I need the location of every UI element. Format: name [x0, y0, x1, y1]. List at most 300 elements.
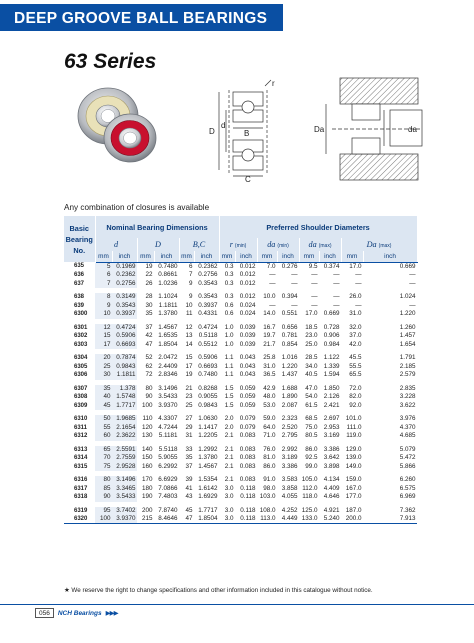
table-cell: 0.7480: [158, 262, 178, 270]
table-cell: 1.5: [224, 384, 234, 392]
table-cell: 30: [95, 371, 112, 380]
table-cell: 3.1496: [158, 384, 178, 392]
unit-mm: mm: [299, 251, 319, 262]
table-cell: 2.185: [399, 362, 416, 370]
table-cell: 37: [185, 462, 193, 470]
table-cell: 3.583: [281, 476, 298, 483]
table-cell: 1.5: [224, 393, 234, 400]
table-cell: 4.685: [399, 432, 416, 439]
table-cell: 3.642: [323, 454, 340, 461]
bearing-number: 6307: [74, 385, 88, 392]
shoulder-diameter-diagram: [312, 74, 424, 184]
table-cell: 0.4331: [198, 310, 218, 317]
table-cell: 7: [95, 280, 112, 289]
table-cell: 23: [185, 393, 193, 400]
table-cell: 32.0: [349, 323, 362, 331]
table-cell: 4.921: [323, 506, 340, 514]
table-cell: 30: [145, 301, 153, 309]
table-cell: 0.3: [224, 262, 234, 270]
bearing-number: 6317: [74, 485, 88, 492]
table-cell: 0.551: [281, 310, 298, 317]
table-cell: 1.6535: [158, 332, 178, 339]
table-cell: 159.0: [345, 476, 362, 483]
table-cell: 5.1181: [158, 432, 178, 439]
table-cell: 2.992: [281, 445, 298, 453]
table-cell: 4.409: [323, 484, 340, 492]
table-cell: 1.8504: [198, 515, 218, 522]
table-cell: 1.1: [224, 354, 234, 361]
bearing-number: 6314: [74, 455, 88, 461]
table-row: [64, 454, 417, 463]
table-cell: 112.0: [302, 484, 318, 492]
table-cell: 0.118: [240, 484, 256, 492]
table-cell: 0.984: [323, 340, 340, 348]
bearing-number: 6301: [74, 324, 88, 331]
table-cell: 4.646: [323, 493, 340, 500]
table-cell: 1.3780: [198, 454, 218, 461]
table-cell: 0.4724: [112, 324, 137, 333]
table-cell: 50: [95, 415, 112, 424]
table-cell: 139.0: [345, 454, 362, 461]
table-cell: 3.0: [224, 493, 234, 500]
table-cell: 4.449: [281, 515, 298, 522]
table-cell: 9: [95, 302, 112, 311]
table-cell: 2.520: [281, 423, 298, 431]
table-cell: 33: [185, 445, 193, 453]
bearing-number: 6300: [74, 311, 88, 317]
table-cell: 0.039: [239, 323, 256, 331]
table-cell: 0.7480: [198, 371, 218, 378]
table-cell: 8: [95, 293, 112, 302]
table-cell: 1.437: [281, 371, 298, 378]
table-cell: 23.0: [305, 332, 318, 339]
table-cell: 1.4567: [198, 462, 218, 470]
table-cell: 19: [185, 371, 193, 378]
table-cell: 0.043: [239, 354, 256, 361]
table-cell: 1.4567: [158, 323, 178, 331]
table-cell: 15: [95, 332, 112, 341]
table-row: [64, 485, 417, 494]
table-cell: 47: [185, 515, 193, 522]
col-Da-header: Da (max): [341, 238, 417, 251]
unit-inch: inch: [319, 251, 341, 262]
table-row: [64, 363, 417, 372]
table-row: [64, 262, 417, 271]
table-cell: 1.6142: [198, 484, 218, 492]
table-cell: 1.339: [323, 362, 340, 370]
table-cell: 2.1: [224, 432, 234, 439]
table-cell: 55.5: [349, 362, 362, 370]
table-cell: 1.0: [224, 340, 234, 348]
table-cell: 3.9370: [112, 515, 137, 524]
table-cell: 2.8346: [158, 371, 178, 378]
label-C: C: [245, 175, 251, 183]
table-cell: 55: [95, 424, 112, 433]
table-cell: 2.087: [281, 401, 298, 409]
table-cell: 28.5: [305, 354, 318, 361]
table-cell: 100: [95, 515, 112, 524]
table-cell: 200: [141, 506, 153, 514]
shoulder-diameters-header: Preferred Shoulder Diameters: [219, 216, 417, 238]
table-cell: —: [355, 279, 362, 287]
footnote: ★ We reserve the right to change specifications and other information included in this catalogue without notice.: [64, 587, 373, 594]
table-cell: 2.126: [323, 393, 340, 400]
col-da-min-header: da (min): [257, 238, 299, 251]
table-cell: 35: [185, 454, 193, 461]
table-cell: 0.656: [281, 323, 298, 331]
table-cell: 14: [185, 340, 193, 348]
table-cell: 29: [185, 423, 193, 431]
table-cell: 0.2756: [112, 280, 137, 289]
table-cell: 3.9370: [158, 401, 178, 409]
table-cell: 1.1811: [158, 301, 178, 309]
table-cell: 0.669: [323, 310, 340, 317]
table-cell: 65: [95, 446, 112, 455]
bearing-number: 6309: [74, 402, 88, 409]
table-cell: 5.079: [399, 445, 416, 453]
bearing-front: [104, 114, 156, 162]
bearing-number: 6311: [74, 424, 88, 431]
unit-inch: inch: [277, 251, 299, 262]
footer: [35, 607, 118, 619]
table-cell: 1.0: [224, 323, 234, 331]
col-da-max-header: da (max): [299, 238, 341, 251]
table-cell: 0.043: [239, 362, 256, 370]
table-cell: 82.0: [349, 393, 362, 400]
table-cell: 72.0: [349, 384, 362, 392]
table-cell: 48.0: [263, 393, 276, 400]
table-cell: 1.1811: [112, 371, 137, 380]
table-cell: 2.579: [399, 371, 416, 378]
table-row: [64, 493, 417, 502]
table-cell: 0.012: [239, 262, 256, 270]
table-cell: 25: [185, 401, 193, 409]
table-cell: 91.0: [263, 476, 276, 483]
table-cell: 2.835: [399, 384, 416, 392]
table-row: [64, 324, 417, 333]
table-cell: 108.0: [259, 506, 276, 514]
table-cell: 19: [145, 262, 153, 270]
table-row: [64, 446, 417, 455]
table-cell: 90: [95, 493, 112, 502]
unit-mm: mm: [219, 251, 235, 262]
table-cell: 6.260: [399, 476, 416, 483]
table-cell: 10: [185, 301, 193, 309]
bearing-cross-section-diagram: [205, 78, 297, 183]
table-row: [64, 332, 417, 341]
table-bottom-rule: [64, 523, 417, 524]
table-cell: 1.594: [323, 371, 340, 378]
unit-inch: inch: [363, 251, 417, 262]
table-cell: 14.0: [263, 310, 276, 317]
table-cell: 0.2756: [198, 271, 218, 278]
table-cell: 9.5: [308, 262, 318, 270]
table-cell: 7.4803: [158, 493, 178, 500]
table-cell: 215: [141, 515, 153, 522]
table-cell: 54.0: [305, 393, 318, 400]
bearing-number: 6312: [74, 433, 88, 439]
table-cell: 22: [145, 271, 153, 278]
table-cell: 150: [141, 454, 153, 461]
table-cell: 0.024: [239, 310, 256, 317]
table-cell: 4.3307: [158, 415, 178, 422]
table-cell: 3.386: [323, 445, 340, 453]
table-cell: 1.5748: [112, 393, 137, 402]
table-cell: 18.5: [305, 323, 318, 331]
bearing-number: 638: [74, 294, 85, 300]
table-cell: 45: [95, 402, 112, 411]
table-cell: 1.6929: [198, 493, 218, 500]
table-cell: 26.0: [349, 293, 362, 300]
table-cell: 0.5512: [198, 340, 218, 348]
table-cell: 1.378: [112, 385, 137, 394]
table-cell: 101.0: [345, 415, 362, 422]
bearing-number: 639: [74, 302, 85, 309]
col-BC-header: B,C: [179, 238, 219, 251]
table-cell: 0.2362: [112, 271, 137, 280]
table-cell: 15: [185, 354, 193, 361]
table-cell: 47.0: [305, 384, 318, 392]
table-cell: 10.0: [263, 293, 276, 300]
table-cell: 3.3465: [112, 485, 137, 494]
table-cell: 31: [185, 432, 193, 439]
bearing-photo: [64, 80, 174, 172]
table-cell: 2.1: [224, 462, 234, 470]
table-cell: 1.220: [281, 362, 298, 370]
table-cell: 7.8740: [158, 506, 178, 514]
table-cell: 81.0: [263, 454, 276, 461]
table-cell: 42: [145, 332, 153, 339]
table-cell: 149.0: [345, 462, 362, 470]
header-band: [0, 0, 474, 36]
bearing-number: 635: [74, 263, 85, 270]
table-cell: 0.059: [239, 384, 256, 392]
table-cell: 160: [141, 462, 153, 470]
table-cell: 0.118: [240, 515, 256, 522]
bearing-number: 6310: [74, 416, 88, 422]
table-cell: 1.791: [399, 354, 416, 361]
table-cell: 99.0: [305, 462, 318, 470]
table-cell: 0.9843: [112, 363, 137, 372]
table-cell: 3.1496: [112, 476, 137, 485]
col-D-header: D: [137, 238, 179, 251]
table-cell: 21.7: [263, 340, 276, 348]
table-cell: 47: [145, 340, 153, 348]
table-cell: 0.083: [239, 454, 256, 461]
table-cell: 0.374: [323, 262, 340, 270]
bearing-number: 6313: [74, 446, 88, 453]
table-cell: 86.0: [305, 445, 318, 453]
table-cell: 3.189: [281, 454, 298, 461]
table-cell: 4.7244: [158, 423, 178, 431]
table-cell: 45: [185, 506, 193, 514]
table-cell: 0.854: [281, 340, 298, 348]
bearing-number: 6306: [74, 372, 88, 378]
table-cell: 5.240: [323, 515, 340, 522]
bearing-number: 6318: [74, 494, 88, 500]
table-cell: 41: [185, 484, 193, 492]
table-cell: 75: [95, 463, 112, 472]
table-row: [64, 507, 417, 516]
table-cell: 3.5433: [158, 393, 178, 400]
table-cell: 0.079: [239, 423, 256, 431]
table-cell: 3.858: [281, 484, 298, 492]
bearing-number: 6308: [74, 394, 88, 400]
table-cell: 27: [185, 415, 193, 422]
table-cell: 71.0: [263, 432, 276, 439]
table-cell: 3.7402: [112, 507, 137, 516]
table-cell: 1.016: [281, 354, 298, 361]
page-number: 056: [35, 608, 54, 618]
table-cell: 0.781: [281, 332, 298, 339]
bearing-number: 6302: [74, 333, 88, 339]
dimensions-table-wrap: [64, 216, 417, 524]
table-cell: 1.1417: [198, 423, 218, 431]
table-cell: 0.3: [224, 279, 234, 287]
table-cell: 1.3780: [158, 310, 178, 317]
label-Da: Da: [314, 125, 325, 134]
table-cell: 4.252: [281, 506, 298, 514]
table-cell: —: [409, 301, 416, 309]
table-cell: 2.0: [224, 423, 234, 431]
unit-mm: mm: [95, 251, 112, 262]
unit-inch: inch: [194, 251, 219, 262]
table-cell: 0.5118: [198, 332, 218, 339]
table-cell: 187.0: [345, 506, 362, 514]
basic-label-3: No.: [73, 245, 86, 255]
table-cell: 118.0: [302, 493, 318, 500]
bearing-number: 6319: [74, 507, 88, 514]
table-cell: 0.083: [239, 432, 256, 439]
table-cell: 37.0: [349, 332, 362, 339]
table-cell: 75.0: [305, 423, 318, 431]
table-cell: 1.0236: [158, 279, 178, 287]
table-cell: 36.5: [263, 371, 276, 378]
table-cell: —: [311, 293, 318, 300]
table-cell: 3.386: [281, 462, 298, 470]
units-row: [64, 251, 417, 262]
table-cell: 70: [95, 454, 112, 463]
table-cell: 0.906: [323, 332, 340, 339]
bearing-number: 6320: [74, 516, 88, 522]
table-cell: 68.5: [305, 415, 318, 422]
unit-inch: inch: [235, 251, 257, 262]
table-cell: 1.7717: [112, 402, 137, 411]
table-cell: 13: [185, 332, 193, 339]
table-cell: 8.4646: [158, 515, 178, 522]
table-cell: 95: [95, 507, 112, 516]
table-cell: 25: [95, 363, 112, 372]
arrow-icons: ▶▶▶: [105, 610, 118, 617]
col-r-header: r (min): [219, 238, 257, 251]
table-cell: 40.5: [305, 371, 318, 378]
table-cell: 0.039: [239, 332, 256, 339]
table-row: [64, 341, 417, 350]
table-cell: 1.850: [323, 384, 340, 392]
table-cell: 6.2992: [158, 462, 178, 470]
table-cell: 64.0: [263, 423, 276, 431]
table-cell: 0.3: [224, 293, 234, 300]
table-cell: 0.728: [323, 323, 340, 331]
table-cell: 31.0: [263, 362, 276, 370]
table-cell: 2.3622: [112, 432, 137, 441]
table-cell: 4.370: [399, 423, 416, 431]
table-cell: 11: [185, 310, 193, 317]
bearing-number: 6316: [74, 477, 88, 483]
table-cell: 0.118: [240, 493, 256, 500]
table-row: [64, 310, 417, 319]
table-cell: 52: [145, 354, 153, 361]
table-row: [64, 402, 417, 411]
table-cell: 34.0: [305, 362, 318, 370]
table-cell: 0.6: [224, 301, 234, 309]
table-cell: 2.1: [224, 445, 234, 453]
brand-name: NCH Bearings: [57, 609, 102, 617]
table-cell: 72: [145, 371, 153, 378]
table-cell: 0.059: [239, 393, 256, 400]
table-cell: 25.0: [305, 340, 318, 348]
table-cell: 0.2362: [198, 262, 218, 270]
table-cell: —: [333, 293, 340, 300]
table-cell: 5.472: [399, 454, 416, 461]
table-cell: 0.9055: [198, 393, 218, 400]
table-cell: 1.260: [399, 323, 416, 331]
bearing-number: 6315: [74, 463, 88, 470]
table-cell: 2.4409: [158, 362, 178, 370]
table-cell: 1.122: [323, 354, 340, 361]
table-cell: —: [291, 271, 298, 278]
table-row: [64, 476, 417, 485]
table-cell: 200.0: [345, 515, 362, 522]
table-cell: 0.5906: [198, 354, 218, 361]
table-cell: 0.3937: [112, 310, 137, 319]
table-cell: 1.1024: [158, 293, 178, 300]
table-cell: 28: [145, 293, 153, 300]
table-row: [64, 415, 417, 424]
table-cell: 167.0: [345, 484, 362, 492]
table-cell: 0.083: [239, 445, 256, 453]
table-cell: 80: [95, 476, 112, 485]
table-cell: 42.0: [349, 340, 362, 348]
table-cell: —: [333, 301, 340, 309]
table-row: [64, 371, 417, 380]
bearing-number: 636: [74, 272, 85, 278]
table-cell: 17: [95, 341, 112, 350]
table-cell: 120: [141, 423, 153, 431]
table-cell: 119.0: [346, 432, 362, 439]
table-cell: 1.9685: [112, 415, 137, 424]
table-cell: 5.9055: [158, 454, 178, 461]
table-cell: —: [311, 279, 318, 287]
table-cell: 2.323: [281, 415, 298, 422]
table-row: [64, 385, 417, 394]
basic-bearing-no-header: [64, 216, 95, 262]
table-cell: 0.8268: [198, 384, 218, 392]
table-cell: 0.276: [281, 262, 298, 270]
table-cell: 7: [188, 271, 193, 278]
table-cell: 80.5: [305, 432, 318, 439]
table-cell: —: [333, 279, 340, 287]
table-cell: 0.6693: [198, 362, 218, 370]
table-cell: 0.8661: [158, 271, 178, 278]
label-D: D: [209, 127, 215, 136]
nominal-dimensions-header: Nominal Bearing Dimensions: [95, 216, 219, 238]
table-cell: 26: [145, 279, 153, 287]
label-da: da: [408, 125, 417, 134]
table-cell: 61.5: [305, 401, 318, 409]
table-cell: 0.6: [224, 310, 234, 317]
table-cell: 2.0: [224, 415, 234, 422]
